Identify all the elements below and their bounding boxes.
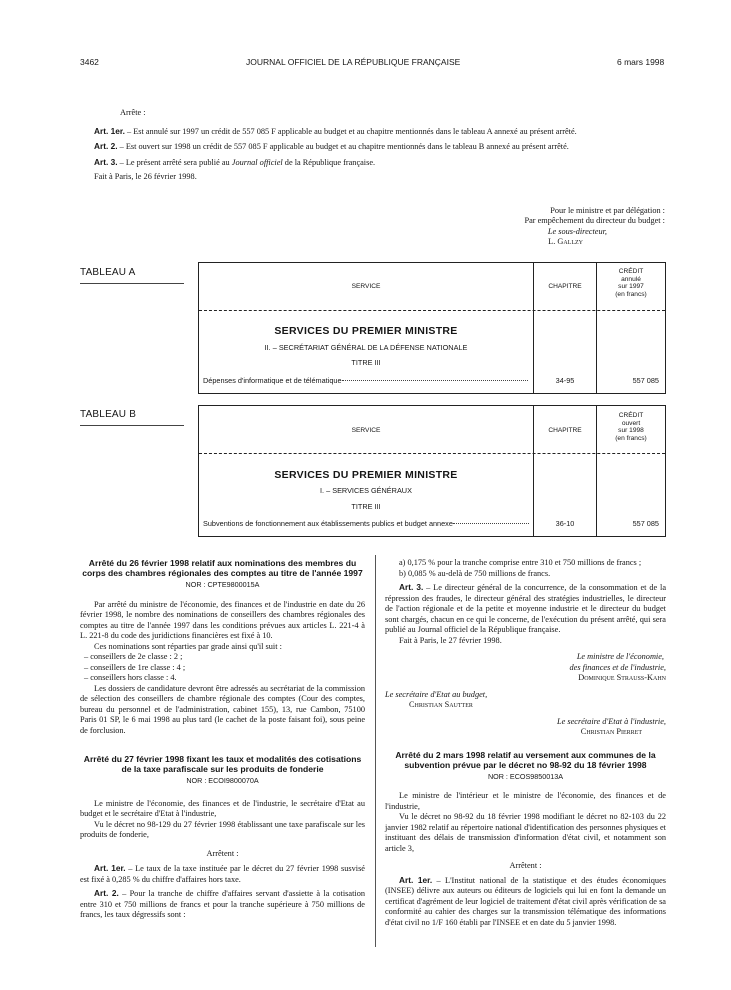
left-column	[80, 558, 365, 921]
table-b-row-credit: 557 085	[632, 519, 659, 528]
table-a-row-chapitre: 34-95	[555, 376, 575, 385]
article-3: Art. 3. – Le présent arrêté sera publié au Journal officiel de la République française.	[94, 156, 376, 167]
decree-1-item-1: – conseillers de 2e classe : 2 ;	[84, 652, 183, 661]
table-b-col-credit: CRÉDIT ouvert sur 1998 (en francs)	[615, 412, 647, 442]
decree-2-article-3: Art. 3. – Le directeur général de la concurrence, de la consommation et de la répression des fraudes, le directeur général des stratégies industrielles, le directeur de l'action régionale et de la petite et moyenne industrie et le directeur du budget sont chargés, chacun en ce qui le concerne, de l'exécution du présent arrêté, qui sera publié au Journal officiel de la République française.	[385, 582, 666, 634]
decree-3-para-2: Vu le décret no 98-92 du 18 février 1998 modifiant le décret no 82-103 du 22 janvier 1982 relatif au répertoire national d'identification des personnes physiques et instituant des délais de transmission d'information d'état civil, et notamment son article 3,	[385, 812, 666, 853]
decree-2-rate-a: a) 0,175 % pour la tranche comprise entre 310 et 750 millions de francs ;	[399, 558, 642, 567]
signature-line-2: Par empêchement du directeur du budget :	[524, 216, 665, 226]
table-b-titre: TITRE III	[351, 502, 381, 511]
table-a-row: Dépenses d'informatique et de télématique	[203, 376, 529, 387]
decree-1-title: Arrêté du 26 février 1998 relatif aux nominations des membres du corps des chambres régionales des comptes au titre de l'année 1997	[82, 558, 363, 578]
article-2: Art. 2. – Est ouvert sur 1998 un crédit de 557 085 F applicable au budget et au chapitre mentionnés dans le tableau B annexé au présent arrêté.	[94, 141, 569, 151]
decree-2-para-2: Vu le décret no 98-129 du 27 février 1998 établissant une taxe parafiscale sur les produits de fonderie,	[80, 819, 365, 839]
table-b-label-rule	[80, 425, 184, 426]
table-a-titre: TITRE III	[351, 358, 381, 367]
top-signature	[400, 206, 665, 247]
right-column	[385, 558, 666, 928]
decree-2-arretent: Arrêtent :	[206, 848, 239, 858]
decree-2-rate-b: b) 0,085 % au-delà de 750 millions de francs.	[399, 568, 551, 578]
table-a-col-chapitre: CHAPITRE	[548, 283, 582, 290]
top-decree	[80, 108, 665, 183]
table-b-row-chapitre: 36-10	[555, 519, 575, 528]
decree-1-item-3: – conseillers hors classe : 4.	[84, 673, 177, 682]
journal-title: JOURNAL OFFICIEL DE LA RÉPUBLIQUE FRANÇAISE	[246, 57, 461, 67]
table-a-col-service: SERVICE	[351, 283, 381, 290]
fait-a-paris: Fait à Paris, le 26 février 1998.	[94, 172, 197, 181]
table-a	[198, 262, 666, 394]
decree-3-article-1: Art. 1er. – L'Institut national de la statistique et des études économiques (INSEE) délivre aux auteurs ou éditeurs de logiciels qui lui en font la demande un certificat d'agrément de leur logiciel de traitement d'état civil après vérification de sa conformité au cahier des charges sur la transmission télématique des informations d'état civil no 1/F 160 établi par l'INSEE et en date du 5 janvier 1998.	[385, 874, 666, 927]
decree-2-article-2: Art. 2. – Pour la tranche de chiffre d'affaires servant d'assiette à la cotisation entre 310 et 750 millions de francs et pour la tranche supérieure à 750 millions de francs, les taux dégressifs sont :	[80, 888, 365, 919]
table-a-heading: SERVICES DU PREMIER MINISTRE	[274, 325, 458, 337]
decree-2-sig1-title: Le ministre de l'économie,	[576, 652, 664, 661]
decree-1-nor: NOR : CPTE9800015A	[185, 580, 260, 589]
table-b-label: TABLEAU B	[80, 409, 137, 420]
signature-line-1: Pour le ministre et par délégation :	[550, 206, 665, 215]
decree-1-para-2: Ces nominations sont réparties par grade ainsi qu'il suit :	[94, 641, 282, 651]
decree-3-para-1: Le ministre de l'intérieur et le ministre de l'économie, des finances et de l'industrie,	[385, 791, 666, 811]
arrete-label: Arrête :	[120, 108, 146, 117]
page-number: 3462	[80, 57, 99, 67]
table-b-col-service: SERVICE	[351, 427, 381, 434]
table-a-col-credit: CRÉDIT annulé sur 1997 (en francs)	[615, 268, 647, 298]
table-b-heading: SERVICES DU PREMIER MINISTRE	[274, 469, 458, 481]
article-1: Art. 1er. – Est annulé sur 1997 un crédit de 557 085 F applicable au budget et au chapitre mentionnés dans le tableau A annexé au présent arrêté.	[94, 125, 577, 136]
decree-1-para-1: Par arrêté du ministre de l'économie, des finances et de l'industrie en date du 26 février 1998, le nombre des nominations de conseillers des chambres régionales des comptes au titre de l'année 1997 dans les conditions prévues aux articles L. 221-4 à L. 221-8 du code des juridictions financières est fixé à 10.	[80, 599, 365, 640]
decree-2-article-1: Art. 1er. – Le taux de la taxe instituée par le décret du 27 février 1998 susvisé est fixé à 0,285 % du chiffre d'affaires hors taxe.	[80, 863, 365, 884]
issue-date: 6 mars 1998	[617, 57, 665, 67]
table-a-label-rule	[80, 283, 184, 284]
decree-2-nor: NOR : ECOI9800070A	[186, 776, 259, 785]
table-b-row: Subventions de fonctionnement aux établissements publics et budget annexe	[203, 519, 529, 530]
decree-2-sig3-name: Christian Pierret	[580, 727, 642, 736]
decree-1-para-3: Les dossiers de candidature devront être adressés au secrétariat de la commission de sélection des conseillers de chambre régionale des comptes (Cour des comptes, bureau du personnel et de l'administration, cabinet 155), 13, rue Cambon, 75100 Paris 01 SP, le 6 mai 1998 au plus tard (le cachet de la poste faisant foi), sous peine de forclusion.	[80, 683, 365, 735]
decree-2-para-1: Le ministre de l'économie, des finances et de l'industrie, le secrétaire d'Etat au budget et le secrétaire d'Etat à l'industrie,	[80, 798, 365, 818]
decree-3-title: Arrêté du 2 mars 1998 relatif au versement aux communes de la subvention prévue par le décret no 98-92 du 18 février 1998	[395, 749, 656, 770]
table-b-col-chapitre: CHAPITRE	[548, 427, 582, 434]
signature-name: L. Gallzy	[548, 236, 583, 246]
decree-2-sig2-name: Christian Sautter	[409, 700, 473, 709]
table-b-subheading: I. – SERVICES GÉNÉRAUX	[320, 486, 412, 495]
table-a-label: TABLEAU A	[80, 267, 136, 278]
decree-2-sig1-name: Dominique Strauss-Kahn	[578, 673, 666, 682]
signature-title: Le sous-directeur,	[547, 226, 607, 236]
table-a-row-credit: 557 085	[632, 376, 659, 385]
column-divider	[375, 555, 376, 947]
decree-2-sig2-title: Le secrétaire d'Etat au budget,	[385, 689, 488, 699]
decree-1-item-2: – conseillers de 1re classe : 4 ;	[84, 662, 186, 672]
decree-2-fait: Fait à Paris, le 27 février 1998.	[399, 635, 502, 645]
decree-2-sig1-title-2: des finances et de l'industrie,	[569, 662, 666, 672]
decree-3-arretent: Arrêtent :	[509, 861, 542, 870]
decree-2-title: Arrêté du 27 février 1998 fixant les taux et modalités des cotisations de la taxe parafiscale sur les produits de fonderie	[83, 754, 362, 774]
table-a-subheading: II. – SECRÉTARIAT GÉNÉRAL DE LA DÉFENSE NATIONALE	[264, 343, 468, 352]
decree-3-nor: NOR : ECOS9850013A	[487, 771, 564, 781]
decree-2-sig3-title: Le secrétaire d'Etat à l'industrie,	[556, 716, 666, 726]
table-b	[198, 405, 666, 537]
